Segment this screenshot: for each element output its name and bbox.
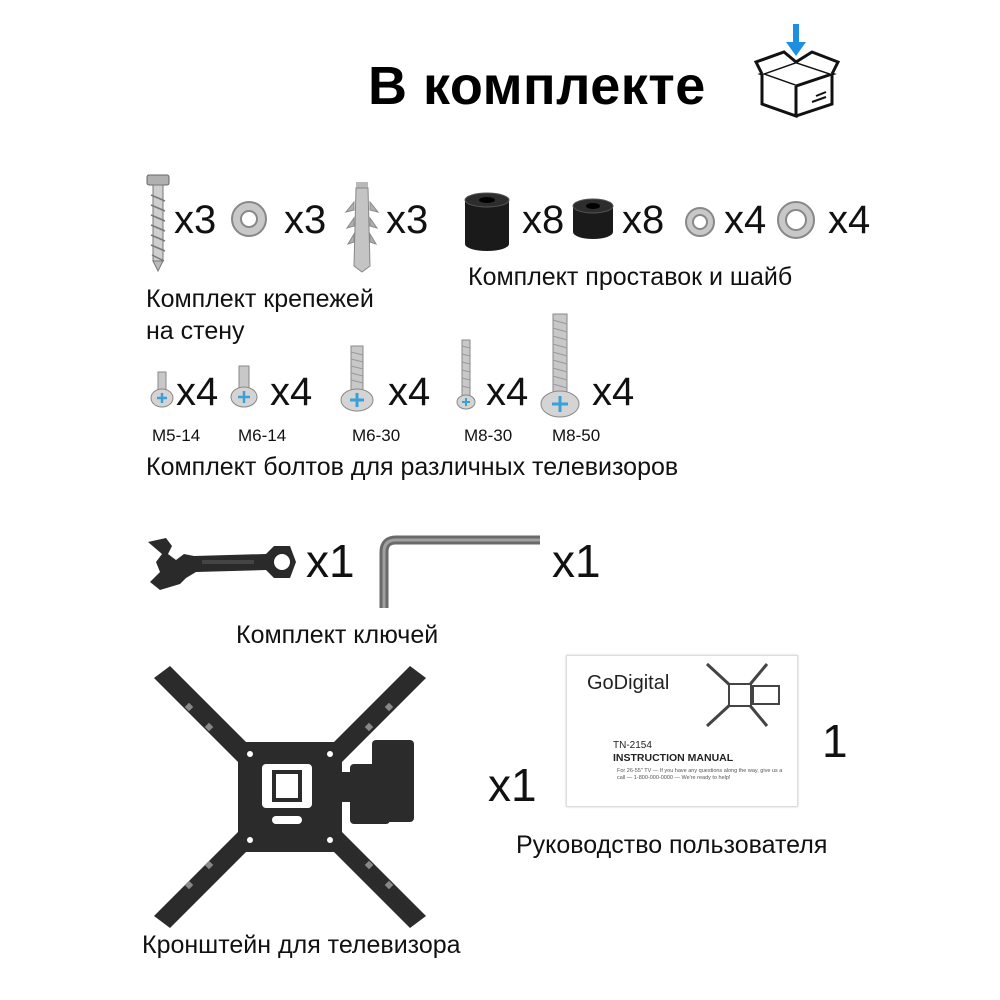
manual-model: TN-2154 (613, 740, 652, 751)
bolt-m8-50-label: M8-50 (552, 426, 601, 445)
wrench-qty: x1 (306, 535, 355, 587)
manual-bracket-drawing (703, 660, 787, 730)
large-washer-icon (776, 200, 816, 240)
bolt-m6-30-icon (340, 346, 374, 412)
wood-screw-icon (146, 175, 170, 271)
short-spacer-qty: x8 (622, 198, 665, 242)
page-title: В комплекте (368, 56, 706, 116)
manual-doc-title: INSTRUCTION MANUAL (613, 752, 734, 764)
wrench-icon (146, 532, 298, 592)
bolts-caption: Комплект болтов для различных телевизоров (146, 453, 679, 481)
hex-key-icon (376, 530, 540, 610)
spacers-caption: Комплект проставок и шайб (468, 263, 793, 291)
washer-icon (230, 200, 268, 238)
bolt-m6-14-icon (230, 366, 258, 408)
instruction-manual (566, 655, 798, 807)
wall-plug-qty: x3 (386, 198, 429, 242)
wall-fasteners-caption-line2: на стену (146, 317, 245, 345)
small-washer-qty: x4 (724, 198, 767, 242)
washer-qty: x3 (284, 198, 327, 242)
bolt-m6-30-label: M6-30 (352, 426, 401, 445)
manual-brand: GoDigital (587, 672, 670, 694)
bracket-qty: x1 (488, 759, 537, 811)
bolt-m6-30-qty: x4 (388, 370, 431, 414)
bolt-m6-14-label: M6-14 (238, 426, 287, 445)
box-download-icon (756, 22, 840, 120)
manual-caption: Руководство пользователя (516, 831, 828, 859)
bolt-m5-14-icon (150, 372, 174, 408)
bolt-m8-50-qty: x4 (592, 370, 635, 414)
bolt-m5-14-label: M5-14 (152, 426, 201, 445)
bolt-m5-14-qty: x4 (176, 370, 219, 414)
wall-plug-icon (344, 182, 380, 272)
bolt-m8-30-icon (456, 340, 476, 410)
small-washer-icon (684, 206, 716, 238)
bolt-m8-30-label: M8-30 (464, 426, 513, 445)
wall-fasteners-caption-line1: Комплект крепежей (146, 285, 374, 313)
bolt-m6-14-qty: x4 (270, 370, 313, 414)
manual-qty: 1 (822, 715, 848, 767)
bolt-m8-30-qty: x4 (486, 370, 529, 414)
tv-bracket-icon (150, 664, 430, 930)
tall-spacer-icon (464, 192, 510, 252)
hex-key-qty: x1 (552, 535, 601, 587)
tall-spacer-qty: x8 (522, 198, 565, 242)
bracket-caption: Кронштейн для телевизора (142, 931, 461, 959)
large-washer-qty: x4 (828, 198, 871, 242)
bolt-m8-50-icon (540, 314, 580, 418)
wood-screw-qty: x3 (174, 198, 217, 242)
keys-caption: Комплект ключей (236, 621, 439, 649)
short-spacer-icon (572, 198, 614, 242)
manual-fine-print: For 26-55" TV — If you have any questions along the way, give us a call — 1-800-000-0000 — We're ready to help! (617, 768, 783, 782)
